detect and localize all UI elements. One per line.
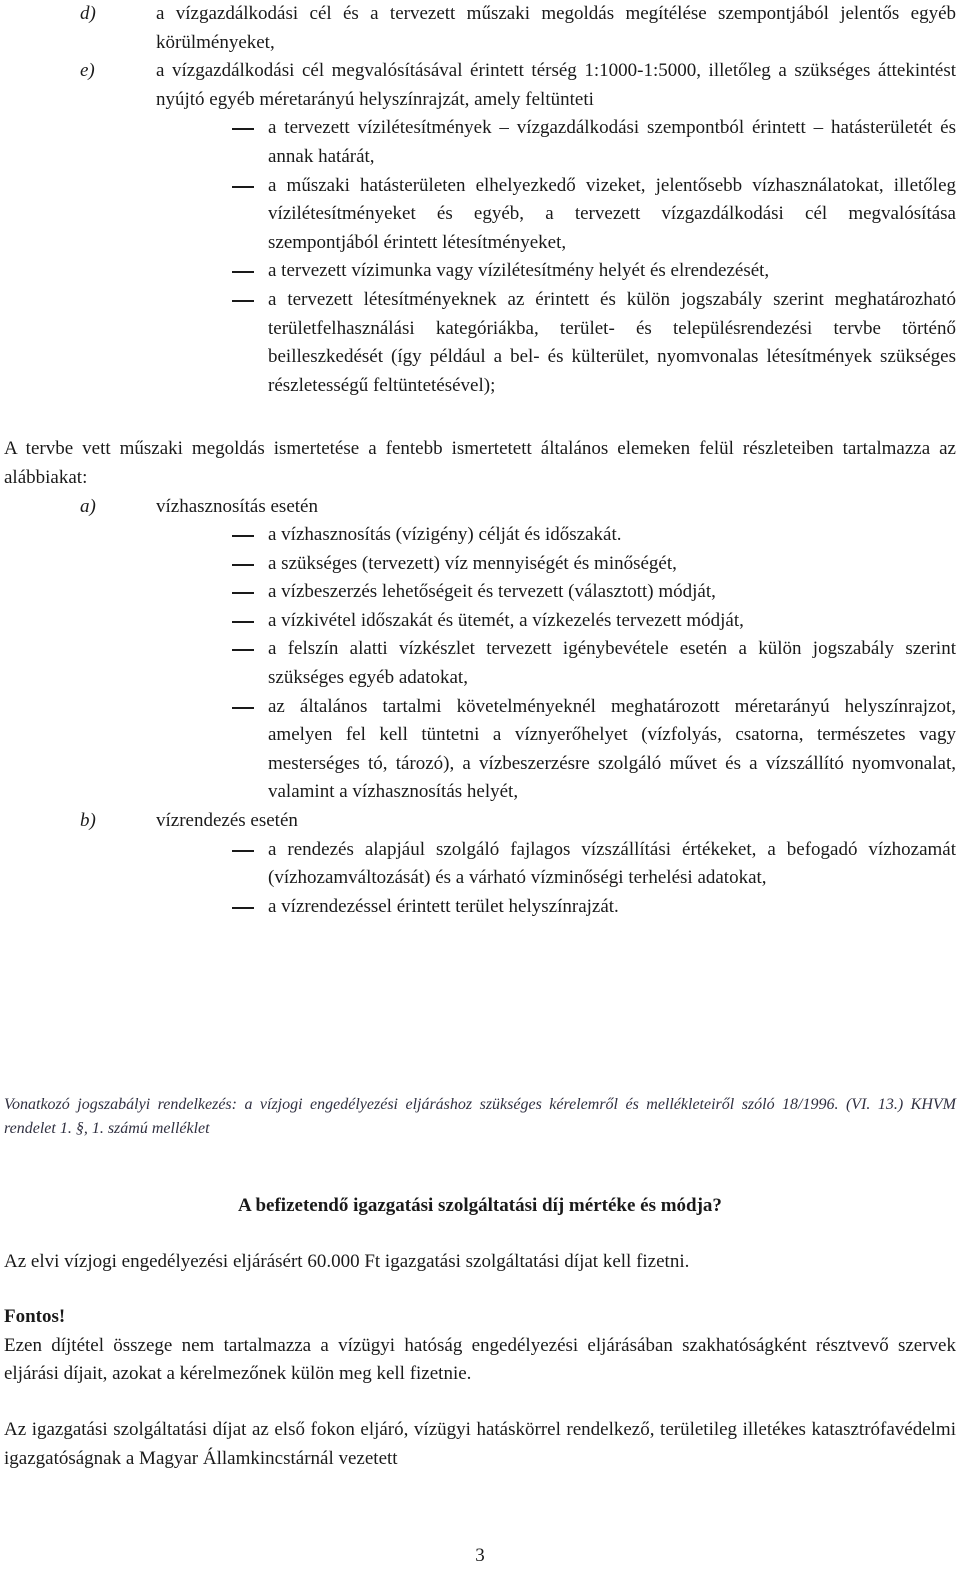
bullet-item bbox=[0, 257, 960, 286]
bullet-text: a vízbeszerzés lehetőségeit és tervezett (választott) módját, bbox=[268, 581, 716, 603]
dash-bullet-icon bbox=[232, 649, 254, 651]
bullet-text: a tervezett vízilétesítmények – vízgazdálkodási szempontból érintett – hatásterületét és annak határát, bbox=[268, 117, 956, 167]
bullet-item bbox=[0, 607, 960, 636]
dash-bullet-icon bbox=[232, 564, 254, 566]
bullet-item bbox=[0, 893, 960, 922]
bullet-text: a műszaki hatásterületen elhelyezkedő vizeket, jelentősebb vízhasználatokat, illetőleg vízilétesítményeket és egyéb, a tervezett vízgazdálkodási cél megvalósítása szempontjából érintett létesítményeket, bbox=[268, 174, 956, 253]
dash-bullet-icon bbox=[232, 300, 254, 302]
dash-bullet-icon bbox=[232, 186, 254, 188]
bullet-item bbox=[0, 693, 960, 807]
bullet-text: az általános tartalmi követelményeknél meghatározott méretarányú helyszínrajzot, amelyen fel kell tüntetni a víznyerőhelyet (vízfolyás, csatorna, természetes vagy mesterséges tó, tározó), a vízbeszerzésre szolgáló művet és a vízszállító nyomvonalat, valamint a vízhasznosítás helyét, bbox=[268, 695, 956, 803]
dash-bullet-icon bbox=[232, 592, 254, 594]
bullet-item bbox=[0, 836, 960, 893]
bullet-item bbox=[0, 521, 960, 550]
list-letter: b) bbox=[80, 810, 96, 832]
legal-reference: Vonatkozó jogszabályi rendelkezés: a vízjogi engedélyezési eljáráshoz szükséges kérelemről és mellékleteiről szóló 18/1996. (VI. 13.) KHVM rendelet 1. §, 1. számú melléklet bbox=[4, 1096, 956, 1137]
dash-bullet-icon bbox=[232, 907, 254, 909]
payment-text: Az igazgatási szolgáltatási díjat az első fokon eljáró, vízügyi hatáskörrel rendelkező, területileg illetékes katasztrófavédelmi igazgatóságnak a Magyar Államkincstárnál vezetett bbox=[4, 1418, 956, 1469]
fee-text: Az elvi vízjogi engedélyezési eljárásért 60.000 Ft igazgatási szolgáltatási díjat kell fizetni. bbox=[4, 1250, 690, 1272]
list-item-text: a vízgazdálkodási cél és a tervezett műszaki megoldás megítélése szempontjából jelentős egyéb körülményeket, bbox=[156, 3, 956, 53]
important-label: Fontos! bbox=[4, 1306, 66, 1328]
fee-heading: A befizetendő igazgatási szolgáltatási díj mértéke és módja? bbox=[238, 1195, 722, 1216]
list-letter: d) bbox=[80, 3, 96, 24]
bullet-text: a rendezés alapjául szolgáló fajlagos vízszállítási értékeket, a befogadó vízhozamát (vízhozamváltozását) és a várható vízminőségi terhelési adatokat, bbox=[268, 838, 956, 889]
bullet-text: a vízhasznosítás (vízigény) célját és időszakát. bbox=[268, 524, 622, 546]
bullet-text: a tervezett vízimunka vagy vízilétesítmény helyét és elrendezését, bbox=[268, 260, 770, 282]
list-letter: a) bbox=[80, 495, 96, 517]
dash-bullet-icon bbox=[232, 707, 254, 709]
bullet-item bbox=[0, 550, 960, 579]
bullet-text: a felszín alatti vízkészlet tervezett igénybevétele esetén a külön jogszabály szerint szükséges egyéb adatokat, bbox=[268, 638, 956, 689]
list-item-text: a vízgazdálkodási cél megvalósításával érintett térség 1:1000-1:5000, illetőleg a szükséges áttekintést nyújtó egyéb méretarányú helyszínrajzát, amely feltünteti bbox=[156, 60, 956, 110]
bullet-text: a vízrendezéssel érintett terület helyszínrajzát. bbox=[268, 895, 619, 917]
page-number: 3 bbox=[475, 1545, 485, 1566]
dash-bullet-icon bbox=[232, 850, 254, 852]
list-item-a bbox=[0, 493, 960, 522]
bullet-text: a szükséges (tervezett) víz mennyiségét és minőségét, bbox=[268, 552, 677, 574]
list-item-e bbox=[0, 57, 960, 114]
bullet-text: a tervezett létesítményeknek az érintett és külön jogszabály szerint meghatározható területfelhasználási kategóriákba, terület- és településrendezési tervbe történő beilleszkedését (így például a bel- és külterület, nyomvonalas létesítmények szükséges részletességű feltüntetésével); bbox=[268, 288, 956, 396]
dash-bullet-icon bbox=[232, 535, 254, 537]
dash-bullet-icon bbox=[232, 621, 254, 623]
list-item-text: vízrendezés esetén bbox=[156, 810, 298, 832]
bullet-item bbox=[0, 172, 960, 258]
dash-bullet-icon bbox=[232, 128, 254, 130]
intro-paragraph: A tervbe vett műszaki megoldás ismertetése a fentebb ismertetett általános elemeken felül részleteiben tartalmazza az alábbiakat: bbox=[4, 438, 956, 488]
bullet-text: a vízkivétel időszakát és ütemét, a vízkezelés tervezett módját, bbox=[268, 609, 744, 631]
list-item-d bbox=[0, 0, 960, 57]
list-letter: e) bbox=[80, 60, 95, 82]
section-fees bbox=[0, 1093, 960, 1473]
bullet-item bbox=[0, 635, 960, 692]
bullet-item bbox=[0, 114, 960, 171]
bullet-item bbox=[0, 578, 960, 607]
bullet-item bbox=[0, 286, 960, 400]
dash-bullet-icon bbox=[232, 271, 254, 273]
important-text: Ezen díjtétel összege nem tartalmazza a vízügyi hatóság engedélyezési eljárásában szakhatóságként résztvevő szervek eljárási díjait, azokat a kérelmezőnek külön meg kell fizetnie. bbox=[4, 1334, 956, 1385]
list-item-b bbox=[0, 807, 960, 836]
list-item-text: vízhasznosítás esetén bbox=[156, 495, 318, 517]
